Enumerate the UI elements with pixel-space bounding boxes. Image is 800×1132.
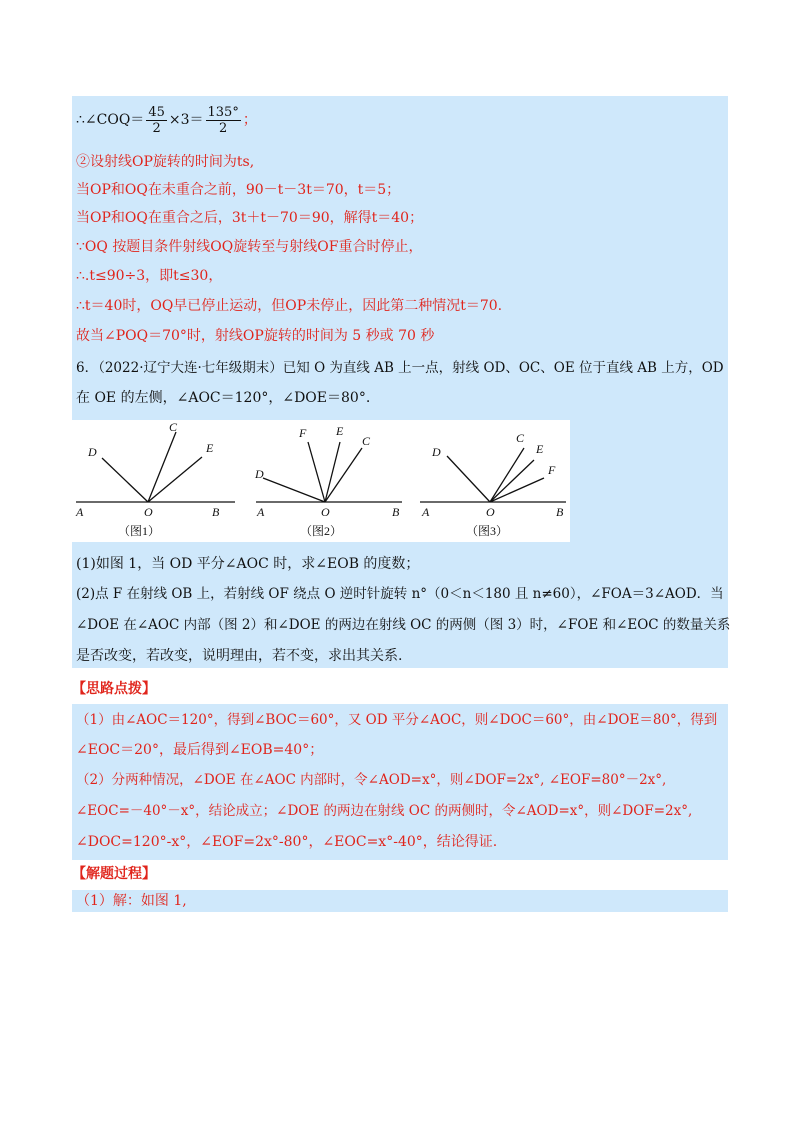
fig1-label-b: B bbox=[212, 505, 220, 519]
figures-panel bbox=[72, 420, 570, 542]
frac-den: 2 bbox=[219, 120, 228, 136]
fig2-caption: （图2） bbox=[300, 524, 343, 538]
question-1: (1)如图 1，当 OD 平分∠AOC 时，求∠EOB 的度数； bbox=[76, 556, 420, 572]
ray-oc bbox=[325, 448, 362, 502]
ray-od bbox=[447, 456, 490, 502]
ray-oe bbox=[148, 457, 202, 502]
fraction-45-2 bbox=[146, 105, 167, 136]
fig2-label-b: B bbox=[392, 505, 400, 519]
solution-line-4: 当OP和OQ在重合之后，3t＋t－70＝90，解得t＝40； bbox=[76, 210, 424, 226]
ray-od bbox=[102, 458, 148, 502]
frac-den: 2 bbox=[152, 120, 161, 136]
frac-num: 45 bbox=[148, 104, 165, 120]
figure-1 bbox=[75, 420, 235, 538]
solution-line-2: ②设射线OP旋转的时间为ts, bbox=[76, 154, 255, 170]
hint-line-4: ∠EOC=－40°－x°，结论成立；∠DOE 的两边在射线 OC 的两侧时，令∠AOD=x°，则∠DOF=2x°, bbox=[76, 803, 693, 819]
fig1-label-o: O bbox=[144, 505, 153, 519]
ray-oe bbox=[325, 442, 340, 502]
fig3-label-e: E bbox=[536, 442, 544, 456]
fig1-label-a: A bbox=[76, 505, 84, 519]
fig1-caption: （图1） bbox=[118, 524, 161, 538]
fig1-label-e: E bbox=[206, 441, 214, 455]
problem-line-1: 6．（2022·辽宁大连·七年级期末）已知 O 为直线 AB 上一点，射线 OD、OC、OE 位于直线 AB 上方，OD bbox=[76, 360, 724, 376]
fig1-label-d: D bbox=[88, 445, 97, 459]
ray-of bbox=[308, 442, 325, 502]
process-line-1: （1）解：如图 1, bbox=[76, 893, 187, 909]
fig3-caption: （图3） bbox=[466, 524, 509, 538]
fig3-label-f: F bbox=[548, 463, 556, 477]
eq-end: ； bbox=[242, 112, 257, 128]
fig3-label-o: O bbox=[486, 505, 495, 519]
fig2-label-o: O bbox=[321, 505, 330, 519]
problem-line-2: 在 OE 的左侧，∠AOC＝120°，∠DOE＝80°. bbox=[76, 390, 371, 406]
hint-line-3: （2）分两种情况，∠DOE 在∠AOC 内部时，令∠AOD=x°，则∠DOF=2x°, ∠EOF=80°－2x°, bbox=[76, 772, 667, 788]
fig2-label-f: F bbox=[299, 426, 307, 440]
fig3-label-c: C bbox=[516, 431, 525, 445]
solution-line-7: ∴t＝40时，OQ早已停止运动，但OP未停止，因此第二种情况t＝70. bbox=[76, 298, 503, 314]
fig2-label-a: A bbox=[257, 505, 265, 519]
solution-line-5: ∵OQ 按题目条件射线OQ旋转至与射线OF重合时停止， bbox=[76, 239, 423, 255]
eq-prefix: ∴∠COQ＝ bbox=[76, 112, 145, 128]
fig3-label-d: D bbox=[432, 445, 441, 459]
frac-num: 135° bbox=[207, 104, 239, 120]
hint-heading: 【思路点拨】 bbox=[72, 681, 156, 697]
process-heading: 【解题过程】 bbox=[72, 866, 156, 882]
hint-line-1: （1）由∠AOC＝120°，得到∠BOC＝60°，又 OD 平分∠AOC，则∠DOC＝60°，由∠DOE＝80°，得到 bbox=[76, 712, 718, 728]
solution-line-8: 故当∠POQ＝70°时，射线OP旋转的时间为 5 秒或 70 秒 bbox=[76, 328, 435, 344]
fig2-label-e: E bbox=[336, 424, 344, 438]
eq-times: ×3＝ bbox=[168, 112, 204, 128]
fig3-label-b: B bbox=[556, 505, 564, 519]
solution-line-1 bbox=[76, 103, 257, 137]
fig1-label-c: C bbox=[169, 420, 178, 434]
fig2-label-c: C bbox=[362, 434, 371, 448]
fig2-label-d: D bbox=[255, 467, 264, 481]
figure-2 bbox=[254, 424, 402, 538]
figure-3 bbox=[420, 431, 566, 538]
figures-svg bbox=[72, 420, 570, 542]
question-2-line-3: 是否改变，若改变，说明理由，若不变，求出其关系. bbox=[76, 648, 403, 664]
hint-line-2: ∠EOC＝20°，最后得到∠EOB=40°； bbox=[76, 742, 324, 758]
fig3-label-a: A bbox=[422, 505, 430, 519]
question-2-line-2: ∠DOE 在∠AOC 内部（图 2）和∠DOE 的两边在射线 OC 的两侧（图 3）时，∠FOE 和∠EOC 的数量关系 bbox=[76, 617, 731, 633]
ray-oc bbox=[148, 432, 176, 502]
ray-od bbox=[263, 478, 325, 502]
question-2-line-1: (2)点 F 在射线 OB 上，若射线 OF 绕点 O 逆时针旋转 n°（0＜n＜180 且 n≠60），∠FOA＝3∠AOD．当 bbox=[76, 586, 724, 602]
fraction-135-2 bbox=[206, 105, 241, 136]
solution-line-3: 当OP和OQ在未重合之前，90－t－3t＝70，t＝5； bbox=[76, 182, 401, 198]
hint-line-5: ∠DOC=120°-x°，∠EOF=2x°-80°，∠EOC=x°-40°，结论得证. bbox=[76, 834, 498, 850]
solution-line-6: ∴.t≤90÷3，即t≤30， bbox=[76, 268, 223, 284]
